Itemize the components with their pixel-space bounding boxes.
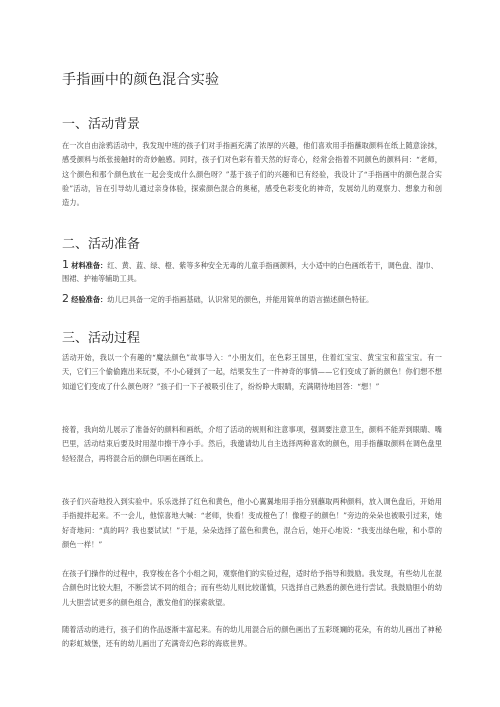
background-paragraph: 在一次自由涂鸦活动中，我发现中班的孩子们对手指画充满了浓厚的兴趣，他们喜欢用手指蘸取颜料在纸上随意涂抹，感受颜料与纸张接触时的奇妙触感。同时，孩子们对色彩有着天然的好奇心，经常会指着不同颜色的颜料问：“老师，这个颜色和那个颜色放在一起会变成什么颜色呀？”基于孩子们的兴趣和已有经验，我设计了“手指画中的颜色混合实验”活动，旨在引导幼儿通过亲身体验，探索颜色混合的奥秘，感受色彩变化的神奇，发展幼儿的观察力、想象力和创造力。 [62,141,442,208]
item-number: 2 [62,292,69,305]
process-paragraph: 活动开始，我以一个有趣的“魔法颜色”故事导入：“小朋友们，在色彩王国里，住着红宝宝、黄宝宝和蓝宝宝。有一天，它们三个偷偷跑出来玩耍，不小心碰到了一起，结果发生了一件神奇的事情——它们变成了新的颜色！你们想不想知道它们变成了什么颜色呀？”孩子们一下子被吸引住了，纷纷睁大眼睛，充满期待地回答：“想！” [62,353,442,391]
item-label: 经验准备： [71,295,108,304]
process-paragraph: 随着活动的进行，孩子们的作品逐渐丰富起来。有的幼儿用混合后的颜色画出了五彩斑斓的花朵，有的幼儿画出了神秘的彩虹城堡，还有的幼儿画出了充满奇幻色彩的海底世界。 [62,625,442,649]
item-number: 1 [62,258,69,271]
item-text: 红、黄、蓝、绿、橙、紫等多种安全无毒的儿童手指画颜料，大小适中的白色画纸若干，调色盘、湿巾、围裙、护袖等辅助工具。 [62,261,438,283]
preparation-item-materials [62,258,442,285]
preparation-item-experience [62,292,442,306]
process-paragraph: 接着，我向幼儿展示了准备好的颜料和画纸，介绍了活动的规则和注意事项，强调要注意卫生，颜料不能弄到眼睛、嘴巴里，活动结束后要及时用湿巾擦干净小手。然后，我邀请幼儿自主选择两种喜欢的颜色，用手指蘸取颜料在调色盘里轻轻混合，再将混合后的颜色印画在画纸上。 [62,425,442,463]
document-title: 手指画中的颜色混合实验 [62,72,220,88]
process-paragraph: 孩子们兴奋地投入到实验中。乐乐选择了红色和黄色，他小心翼翼地用手指分别蘸取两种颜料，放入调色盘后，开始用手指搅拌起来。不一会儿，他惊喜地大喊：“老师，快看！变成橙色了！像橙子的颜色！”旁边的朵朵也被吸引过来，她好奇地问：“真的吗？我也要试试！”于是，朵朵选择了蓝色和黄色，混合后，她开心地说：“我变出绿色啦，和小草的颜色一样！” [62,497,442,549]
item-label: 材料准备： [71,261,108,270]
section-heading-preparation: 二、活动准备 [62,237,141,252]
process-paragraph: 在孩子们操作的过程中，我穿梭在各个小组之间，观察他们的实验过程，适时给予指导和鼓励。我发现，有些幼儿在混合颜色时比较大胆，不断尝试不同的组合；而有些幼儿则比较谨慎，只选择自己熟悉的颜色进行尝试。我鼓励胆小的幼儿大胆尝试更多的颜色组合，激发他们的探索欲望。 [62,569,442,607]
item-text: 幼儿已具备一定的手指画基础，认识常见的颜色，并能用简单的语言描述颜色特征。 [107,295,374,304]
section-heading-process: 三、活动过程 [62,331,141,346]
section-heading-background: 一、活动背景 [62,117,141,132]
